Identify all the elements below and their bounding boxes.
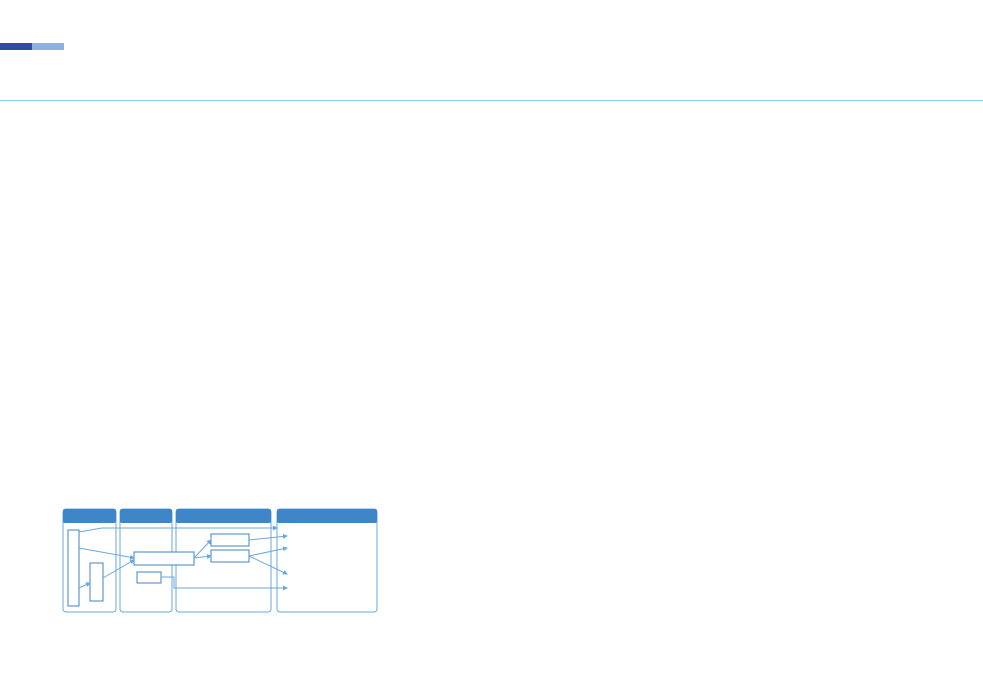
fig1-node-coop-box [90, 563, 103, 601]
figure1-diagram [62, 508, 380, 613]
brand-header [913, 40, 921, 60]
fig1-node-cold-storage-box [137, 572, 161, 583]
header-accent-bar-light [32, 43, 64, 50]
fig1-col-consumption [277, 509, 377, 612]
header-divider [0, 100, 983, 101]
fig1-node-farmer-box [68, 530, 79, 606]
header-accent-bar-dark [0, 43, 32, 50]
figure2-diagram [603, 309, 923, 415]
fig1-node-rough-box [211, 534, 249, 546]
fig1-node-deep-box [211, 550, 249, 562]
fig1-node-processor-box [134, 552, 194, 565]
